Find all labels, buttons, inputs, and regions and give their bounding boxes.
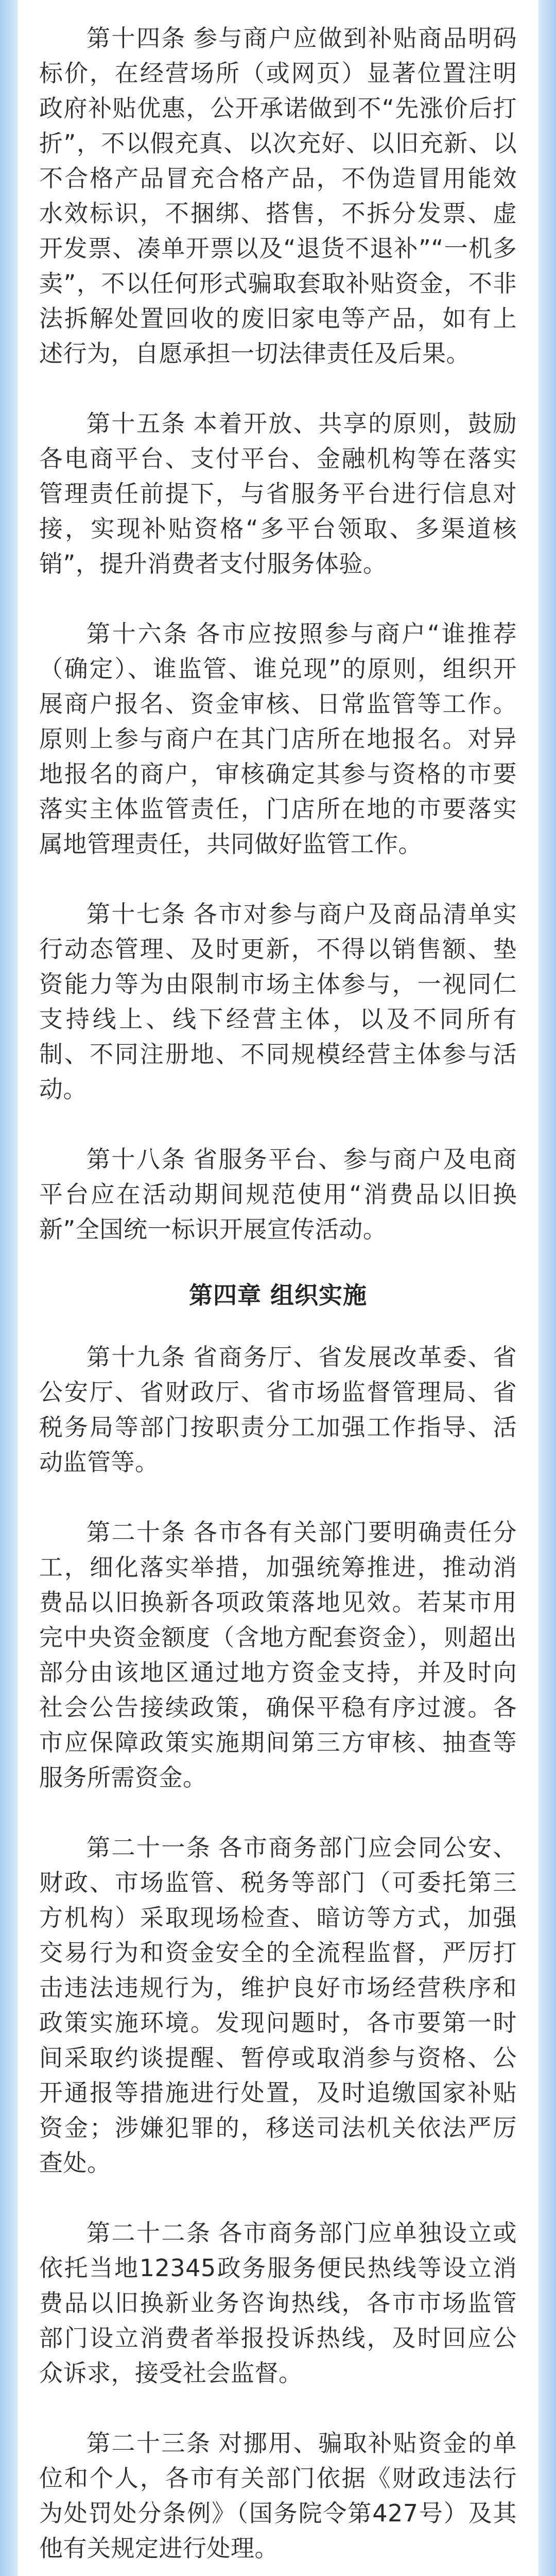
article-19 bbox=[39, 1340, 517, 1480]
article-text: 省服务平台、参与商户及电商平台应在活动期间规范使用“消费品以旧换新”全国统一标识开展宣传活动。 bbox=[39, 1145, 517, 1243]
article-20 bbox=[39, 1515, 517, 1795]
article-number: 第二十一条 bbox=[86, 1834, 212, 1861]
article-number: 第十九条 bbox=[86, 1343, 186, 1371]
article-text: 本着开放、共享的原则，鼓励各电商平台、支付平台、金融机构等在落实管理责任前提下，与省服务平台进行信息对接，实现补贴资格“多平台领取、多渠道核销”，提升消费者支付服务体验。 bbox=[39, 410, 517, 578]
document-panel bbox=[18, 0, 538, 2576]
article-number: 第二十二条 bbox=[86, 2219, 212, 2247]
article-number: 第十八条 bbox=[86, 1145, 186, 1173]
article-text: 参与商户应做到补贴商品明码标价，在经营场所（或网页）显著位置注明政府补贴优惠，公开承诺做到不“先涨价后打折”，不以假充真、以次充好、以旧充新、以不合格产品冒充合格产品，不伪造冒用能效水效标识，不捆绑、搭售，不拆分发票、虚开发票、凑单开票以及“退货不退补”“一机多卖”，不以任何形式骗取套取补贴资金，不非法拆解处置回收的废旧家电等产品，如有上述行为，自愿承担一切法律责任及后果。 bbox=[39, 24, 517, 367]
article-number: 第二十三条 bbox=[86, 2429, 212, 2457]
article-14 bbox=[39, 21, 517, 371]
chapter-heading-4: 第四章 组织实施 bbox=[188, 1281, 367, 1309]
article-23 bbox=[39, 2426, 517, 2566]
article-17 bbox=[39, 896, 517, 1107]
article-text: 各市应按照参与商户“谁推荐（确定）、谁监管、谁兑现”的原则，组织开展商户报名、资金审核、日常监管等工作。原则上参与商户在其门店所在地报名。对异地报名的商户，审核确定其参与资格的市要落实主体监管责任，门店所在地的市要落实属地管理责任，共同做好监管工作。 bbox=[39, 620, 517, 858]
article-16 bbox=[39, 616, 517, 861]
article-number: 第十五条 bbox=[86, 410, 186, 437]
article-18 bbox=[39, 1142, 517, 1247]
article-15 bbox=[39, 406, 517, 581]
article-number: 第十七条 bbox=[86, 900, 186, 928]
article-text: 省商务厅、省发展改革委、省公安厅、省财政厅、省市场监督管理局、省税务局等部门按职责分工加强工作指导、活动监管等。 bbox=[39, 1343, 517, 1476]
article-text: 各市商务部门应会同公安、财政、市场监管、税务等部门（可委托第三方机构）采取现场检查、暗访等方式，加强交易行为和资金安全的全流程监督，严厉打击违法违规行为，维护良好市场经营秩序和政策实施环境。发现问题时，各市要第一时间采取约谈提醒、暂停或取消参与资格、公开通报等措施进行处置，及时追缴国家补贴资金；涉嫌犯罪的，移送司法机关依法严厉查处。 bbox=[39, 1834, 517, 2177]
article-21 bbox=[39, 1830, 517, 2180]
article-text: 各市各有关部门要明确责任分工，细化落实举措，加强统筹推进，推动消费品以旧换新各项政策落地见效。若某市用完中央资金额度（含地方配套资金），则超出部分由该地区通过地方资金支持，并及时向社会公告接续政策，确保平稳有序过渡。各市应保障政策实施期间第三方审核、抽查等服务所需资金。 bbox=[39, 1518, 517, 1791]
article-number: 第十四条 bbox=[86, 24, 186, 52]
article-text: 对挪用、骗取补贴资金的单位和个人，各市有关部门依据《财政违法行为处罚处分条例》（国务院令第427号）及其他有关规定进行处理。 bbox=[39, 2429, 517, 2562]
article-22 bbox=[39, 2215, 517, 2391]
article-number: 第十六条 bbox=[86, 620, 189, 648]
article-text: 各市对参与商户及商品清单实行动态管理、及时更新，不得以销售额、垫资能力等为由限制市场主体参与，一视同仁支持线上、线下经营主体，以及不同所有制、不同注册地、不同规模经营主体参与活动。 bbox=[39, 900, 517, 1103]
article-number: 第二十条 bbox=[86, 1518, 186, 1546]
article-text: 各市商务部门应单独设立或依托当地12345政务服务便民热线等设立消费品以旧换新业务咨询热线，各市市场监管部门设立消费者举报投诉热线，及时回应公众诉求，接受社会监督。 bbox=[39, 2219, 517, 2387]
